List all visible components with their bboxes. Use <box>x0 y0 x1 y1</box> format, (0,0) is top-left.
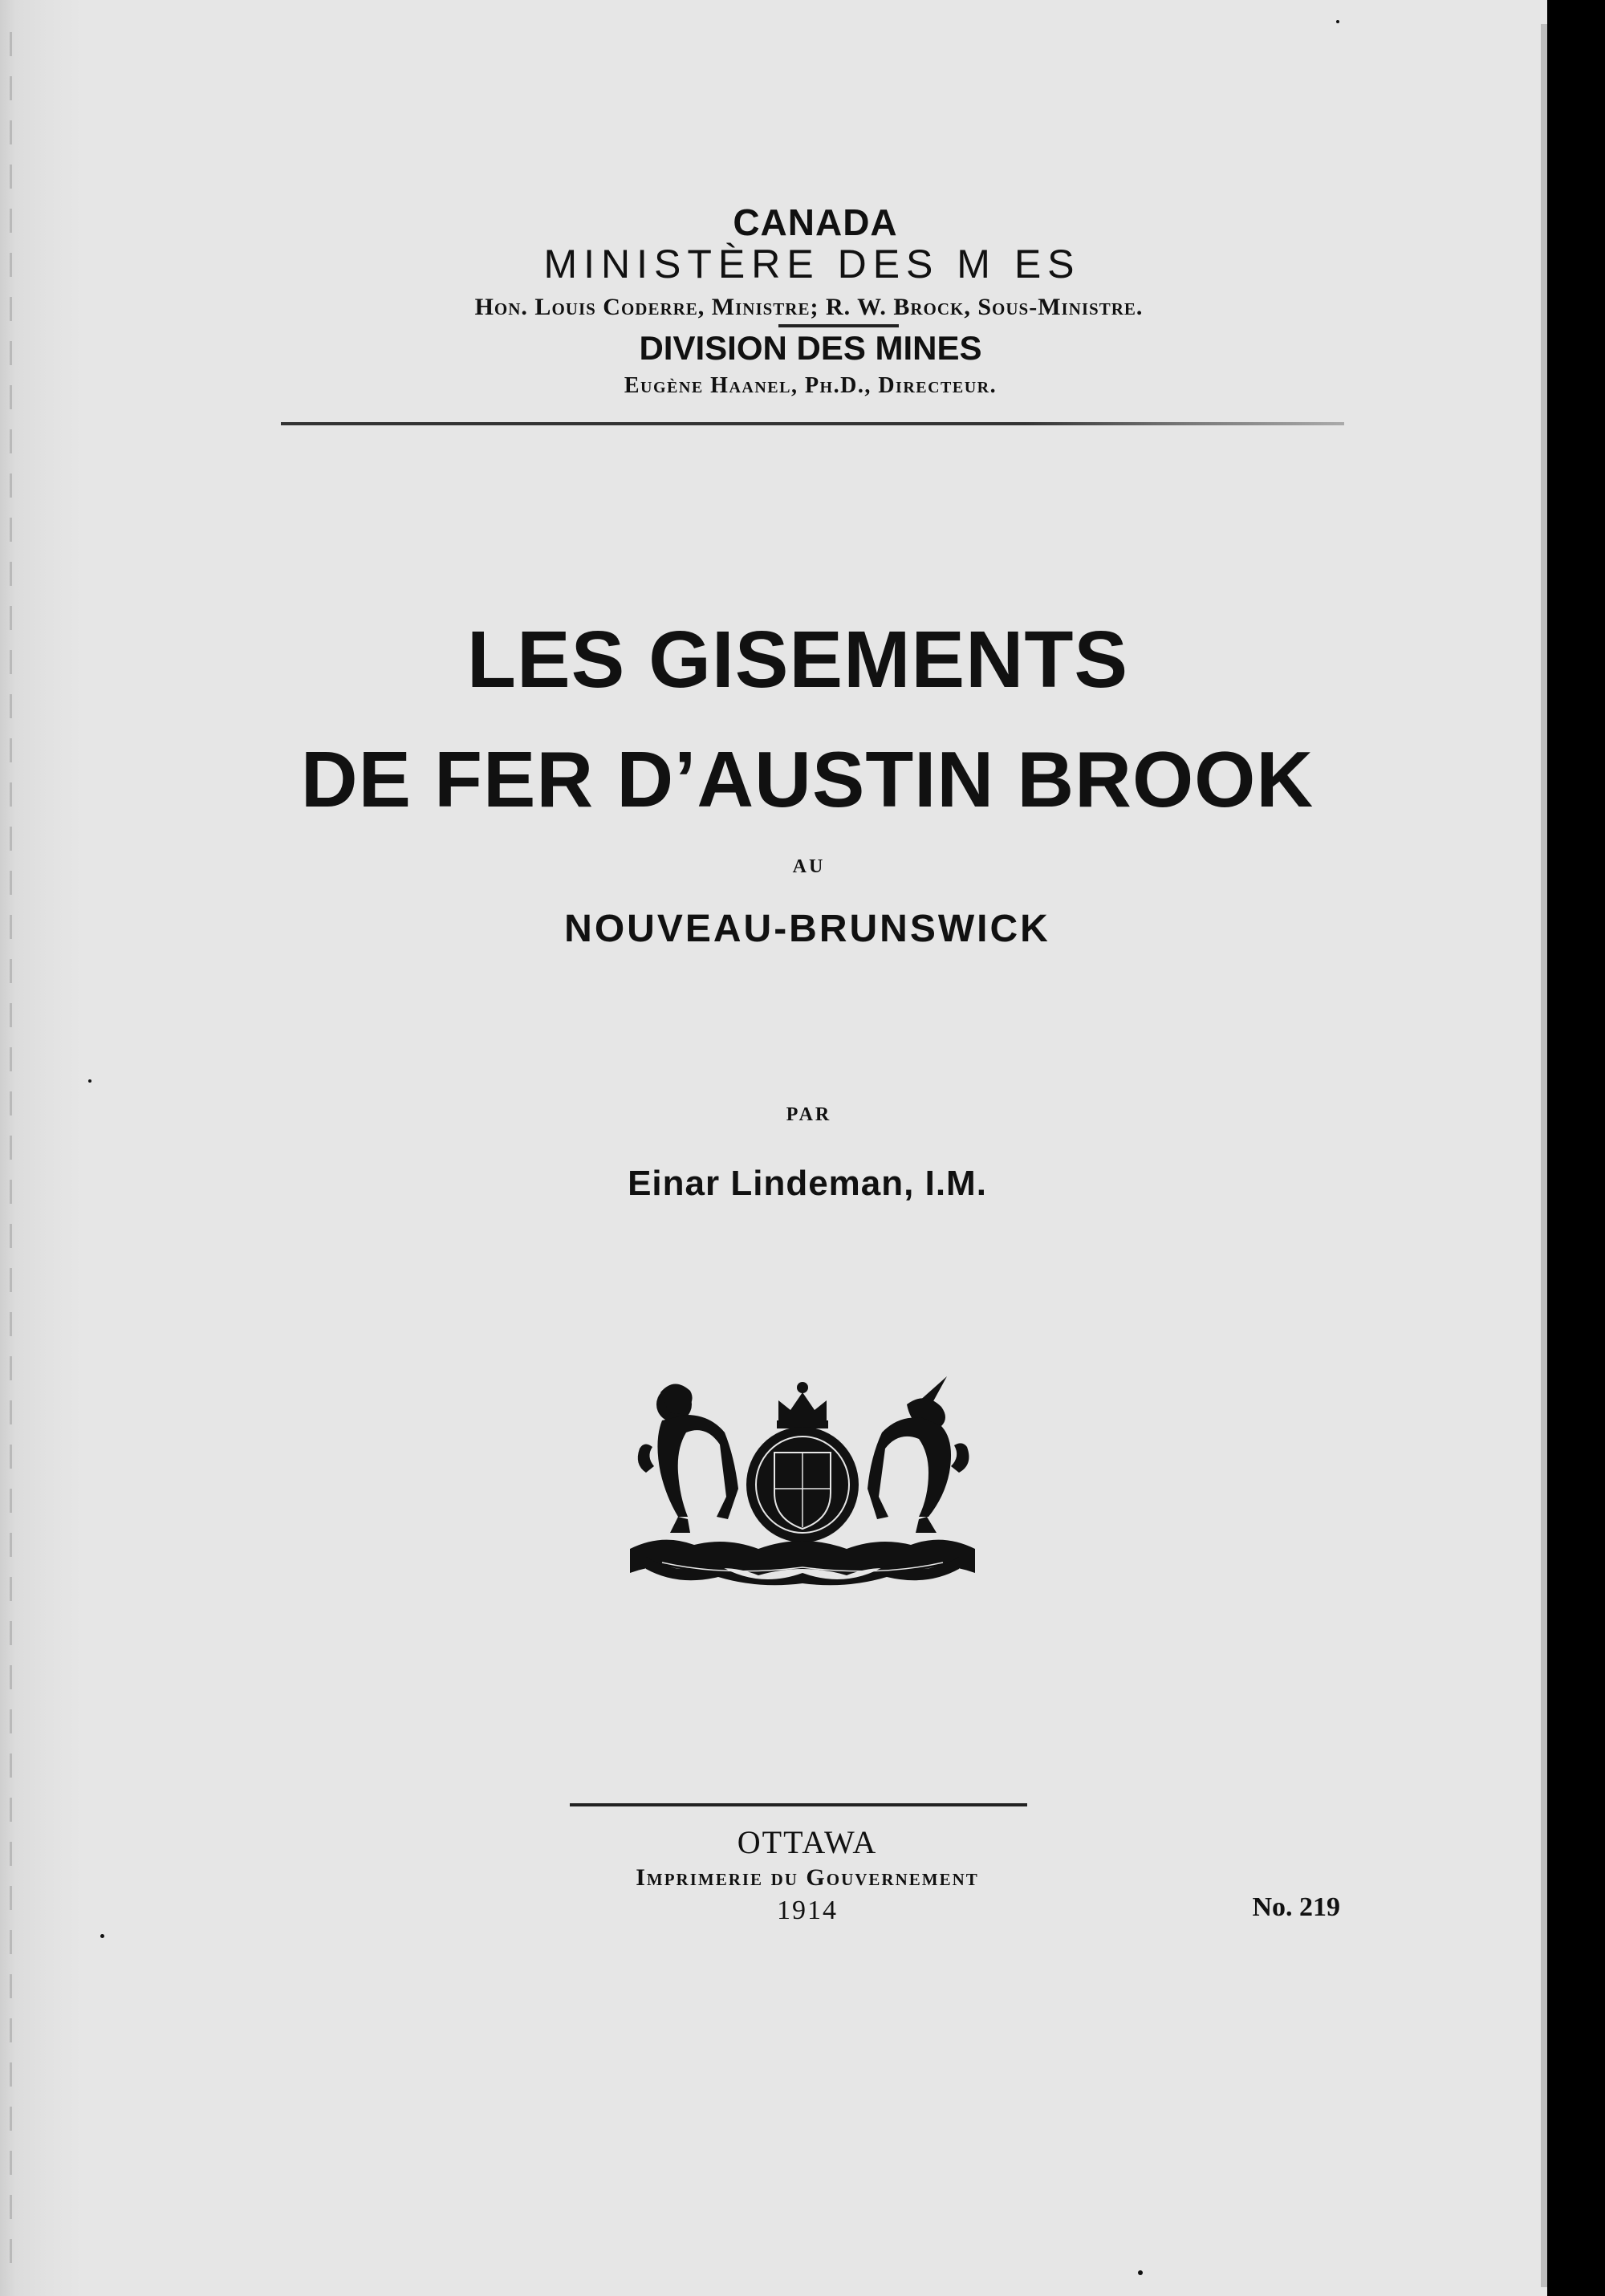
header-short-rule <box>778 324 899 327</box>
division-heading: DIVISION DES MINES <box>639 329 982 367</box>
printer-name: Imprimerie du Gouvernement <box>636 1864 979 1891</box>
director-line: Eugène Haanel, Ph.D., Directeur. <box>624 373 998 398</box>
title-line-1: LES GISEMENTS <box>466 615 1129 705</box>
title-line-2: DE FER D’AUSTIN BROOK <box>300 735 1314 823</box>
binding-stitching <box>10 32 12 2279</box>
header-divider <box>281 422 1344 425</box>
author-name: Einar Lindeman, I.M. <box>628 1164 987 1203</box>
ministry-heading: MINISTÈRE DES M ES <box>543 242 1081 286</box>
officials-line: Hon. Louis Coderre, Ministre; R. W. Brock, Sous-Ministre. <box>474 294 1144 320</box>
country-heading: CANADA <box>733 201 898 243</box>
publication-year: 1914 <box>777 1896 838 1925</box>
speck <box>100 1934 104 1938</box>
byline-par: PAR <box>786 1104 832 1125</box>
title-connector: AU <box>792 856 826 877</box>
royal-coat-of-arms-icon <box>630 1376 975 1589</box>
speck <box>1138 2270 1143 2275</box>
footer-divider <box>570 1803 1027 1806</box>
speck <box>88 1079 91 1083</box>
publication-number: No. 219 <box>1252 1892 1340 1922</box>
publication-city: OTTAWA <box>737 1824 878 1860</box>
speck <box>1336 20 1339 23</box>
title-region: NOUVEAU-BRUNSWICK <box>564 908 1050 950</box>
